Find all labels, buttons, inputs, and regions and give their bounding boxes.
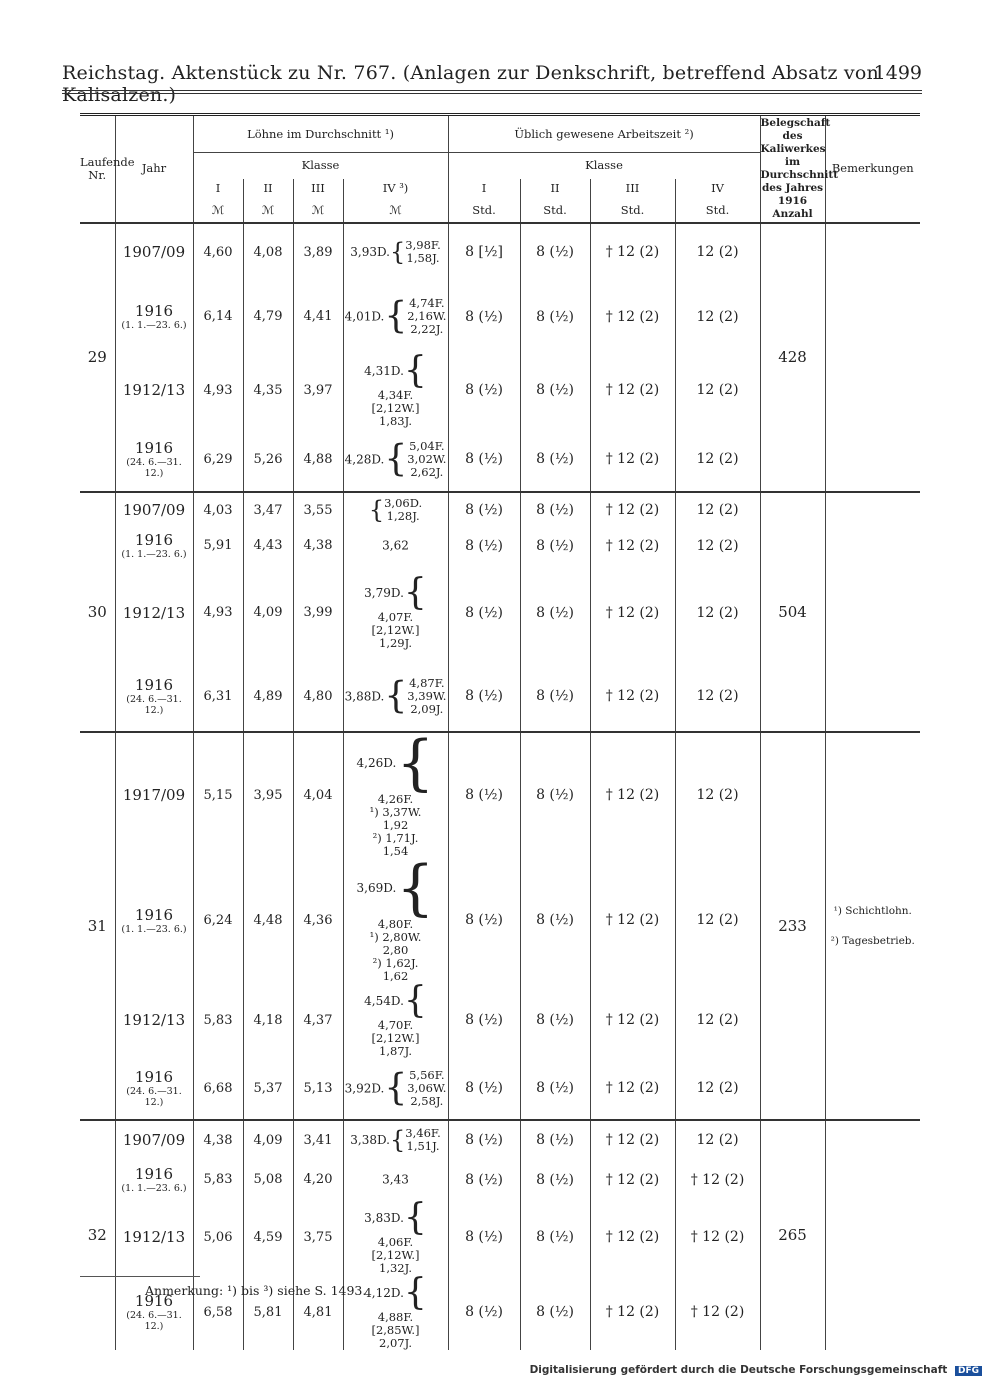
hours-class-1: 8 (½) [448,564,520,662]
year-cell [115,662,193,732]
hours-class-1: 8 (½) [448,1058,520,1120]
brace-icon: { [384,438,408,479]
wage-class-2: 5,37 [243,1058,293,1120]
wage-class-4-detail: ¹) 3,37W. [369,804,422,819]
year-cell [115,1200,193,1275]
hours-class-4: † 12 (2) [675,1200,760,1275]
page-title: Reichstag. Aktenstück zu Nr. 767. (Anlagen zur Denkschrift, betreffend Absatz von Kalisalzen.) [62,62,879,106]
year-label: 1916 [134,1292,174,1310]
time-class-label-II: II [520,179,590,199]
wage-class-4-detail: 2,62J. [410,464,444,479]
remarks-cell [825,732,920,1120]
year-label: 1916 [134,531,174,549]
hours-class-1: 8 (½) [448,353,520,428]
wage-class-4-detail: [2,12W.] [371,1247,420,1262]
row-number: 29 [80,223,115,492]
hours-class-3: † 12 (2) [590,564,675,662]
hours-class-1: 8 (½) [448,1275,520,1350]
wage-class-4-main: 3,43 [382,1172,409,1187]
wage-class-3: 4,80 [293,662,343,732]
hours-class-3: † 12 (2) [590,1200,675,1275]
wage-class-2: 4,35 [243,353,293,428]
wage-class-4-detail: 1,54 [382,843,409,858]
wage-class-2: 4,18 [243,983,293,1058]
hours-class-3: † 12 (2) [590,492,675,528]
wage-class-1: 5,83 [193,1160,243,1200]
time-class-label-III: III [590,179,675,199]
hours-class-3: † 12 (2) [590,662,675,732]
year-period: (24. 6.—31. 12.) [126,1310,182,1332]
year-label: 1916 [134,302,174,320]
brace-icon: { [384,295,408,337]
hours-class-1: 8 (½) [448,1160,520,1200]
wage-class-4 [343,727,448,858]
hours-class-1: 8 (½) [448,732,520,858]
wage-class-4-detail: ¹) 2,80W. [369,929,422,944]
brace-icon: { [403,572,427,613]
wage-class-4 [343,1196,448,1275]
year-period: (1. 1.—23. 6.) [121,549,187,560]
row-number: 32 [80,1120,115,1350]
year-cell [115,492,193,528]
wage-class-2: 4,89 [243,662,293,732]
hours-class-2: 8 (½) [520,1120,590,1160]
year-label: 1907/09 [122,243,186,261]
wage-class-4 [343,852,448,983]
year-cell [115,528,193,564]
hours-class-2: 8 (½) [520,1160,590,1200]
wage-class-1: 6,24 [193,858,243,983]
col-header-nr: Laufende Nr. [80,115,115,223]
wage-class-4 [343,979,448,1058]
wage-class-4 [343,1160,448,1200]
class-label-I: I [193,179,243,199]
hours-class-2: 8 (½) [520,732,590,858]
hours-class-4: 12 (2) [675,492,760,528]
wage-class-4 [343,662,448,732]
hours-class-1: 8 (½) [448,528,520,564]
wage-class-4-detail: 5,04F. [409,438,445,453]
wage-class-4-detail: [2,12W.] [371,1030,420,1045]
wage-class-1: 6,68 [193,1058,243,1120]
year-cell [115,353,193,428]
hours-class-2: 8 (½) [520,492,590,528]
unit-mark: ℳ [343,199,448,223]
year-period: (24. 6.—31. 12.) [126,694,182,716]
wage-class-2: 5,08 [243,1160,293,1200]
year-period: (24. 6.—31. 12.) [126,1086,182,1108]
wage-class-3: 4,41 [293,281,343,353]
remarks-cell [825,223,920,492]
hours-class-3: † 12 (2) [590,858,675,983]
wage-class-4-detail: 3,46F. [405,1126,441,1140]
table-header [80,115,920,223]
wage-class-1: 5,06 [193,1200,243,1275]
wage-class-3: 4,36 [293,858,343,983]
wage-class-2: 5,81 [243,1275,293,1350]
remark-note: ¹) Schichtlohn. [833,904,912,917]
wage-class-4-detail: 1,51J. [406,1139,440,1153]
year-cell [115,1058,193,1120]
brace-icon: { [403,349,427,391]
wage-class-4-detail: 4,34F. [377,387,414,402]
brace-icon: { [403,1196,427,1238]
wage-class-3: 3,97 [293,353,343,428]
wage-class-4-detail: 3,02W. [407,451,447,466]
wage-class-4-detail: 3,39W. [407,688,447,703]
dfg-logo: DFG [955,1366,982,1376]
hours-class-2: 8 (½) [520,662,590,732]
remarks-cell [825,1120,920,1350]
wage-class-4 [343,223,448,281]
unit-mark: ℳ [243,199,293,223]
hours-class-3: † 12 (2) [590,732,675,858]
belegschaft-count: 504 [760,492,825,732]
wage-class-4-detail: 2,07J. [379,1335,412,1350]
wage-class-4 [343,564,448,662]
wage-class-1: 4,38 [193,1120,243,1160]
year-cell [115,223,193,281]
wage-class-4-detail: 3,98F. [405,238,441,252]
year-cell [115,428,193,492]
hours-class-1: 8 (½) [448,858,520,983]
year-label: 1907/09 [122,501,186,519]
wage-class-3: 4,04 [293,732,343,858]
hours-class-1: 8 [½] [448,223,520,281]
wage-class-4 [343,281,448,353]
footnote: Anmerkung: ¹) bis ³) siehe S. 1493. [145,1283,367,1298]
wage-class-3: 4,20 [293,1160,343,1200]
class-label-IV: IV ³) [343,179,448,199]
wage-class-4-detail: 1,83J. [379,413,412,428]
hours-class-1: 8 (½) [448,983,520,1058]
wage-class-1: 5,15 [193,732,243,858]
year-cell [115,1160,193,1200]
wage-class-4-detail: 1,32J. [379,1260,412,1275]
hours-class-2: 8 (½) [520,1200,590,1275]
hours-class-4: 12 (2) [675,528,760,564]
wage-class-4-detail: [2,12W.] [371,623,420,637]
hours-class-4: 12 (2) [675,732,760,858]
year-label: 1912/13 [122,1011,186,1029]
wage-class-4-detail: 1,92 [382,817,409,832]
wage-class-2: 4,79 [243,281,293,353]
hours-class-3: † 12 (2) [590,1160,675,1200]
wage-class-4-main: 3,79D. [364,586,404,600]
hours-class-2: 8 (½) [520,564,590,662]
wage-class-3: 3,55 [293,492,343,528]
year-cell [115,983,193,1058]
unit-mark: ℳ [193,199,243,223]
brace-icon: { [368,496,385,524]
year-cell [115,564,193,662]
year-cell [115,858,193,983]
wage-class-4-main: 3,92D. [344,1081,385,1095]
wage-class-4-detail: 4,06F. [377,1234,414,1249]
hours-class-3: † 12 (2) [590,1275,675,1350]
wage-class-1: 4,93 [193,353,243,428]
wage-class-4-detail: 2,09J. [410,701,444,716]
wage-class-4 [343,349,448,428]
wage-class-4-detail: 2,16W. [407,309,447,323]
brace-icon: { [384,675,408,716]
wage-class-4 [343,1058,448,1120]
wage-class-4-detail: 5,56F. [409,1067,445,1082]
year-label: 1916 [134,676,174,694]
hours-class-2: 8 (½) [520,1275,590,1350]
wage-class-4-detail: [2,12W.] [371,400,420,415]
wage-table [80,113,920,1350]
header-rule [62,90,922,91]
class-label-III: III [293,179,343,199]
year-period: (1. 1.—23. 6.) [121,1183,187,1194]
year-label: 1916 [134,905,174,924]
wage-class-4-detail: 2,58J. [410,1093,444,1108]
year-label: 1917/09 [122,786,186,804]
wage-class-3: 5,13 [293,1058,343,1120]
wage-class-1: 4,03 [193,492,243,528]
unit-std: Std. [448,199,520,223]
wage-class-4-detail: 4,74F. [409,296,445,310]
wage-class-2: 4,48 [243,858,293,983]
wage-class-4-detail: 4,80F. [377,916,414,931]
year-label: 1912/13 [122,381,186,399]
wage-class-4-detail: [2,85W.] [371,1322,420,1337]
wage-class-2: 4,59 [243,1200,293,1275]
hours-class-3: † 12 (2) [590,223,675,281]
brace-icon: { [396,727,435,798]
wage-class-1: 4,60 [193,223,243,281]
hours-class-4: † 12 (2) [675,1160,760,1200]
unit-std: Std. [675,199,760,223]
class-label-II: II [243,179,293,199]
wage-class-4-detail: 3,06W. [407,1080,447,1095]
wage-class-4-main: 4,28D. [344,452,385,466]
hours-class-4: † 12 (2) [675,1275,760,1350]
hours-class-2: 8 (½) [520,983,590,1058]
wage-class-4-detail: 1,29J. [379,636,412,650]
wage-class-1: 6,58 [193,1275,243,1350]
hours-class-4: 12 (2) [675,564,760,662]
table-body [80,223,920,1350]
hours-class-4: 12 (2) [675,983,760,1058]
hours-class-2: 8 (½) [520,1058,590,1120]
wage-class-4-main: 4,31D. [364,363,404,378]
wage-class-1: 4,93 [193,564,243,662]
wage-class-1: 6,31 [193,662,243,732]
brace-icon: { [390,1126,406,1154]
hours-class-4: 12 (2) [675,428,760,492]
brace-icon: { [396,852,435,923]
wage-class-4-detail: 1,28J. [386,509,420,523]
remark-note: ²) Tagesbetrieb. [830,934,915,947]
wage-class-2: 4,43 [243,528,293,564]
wage-class-4-detail: 4,88F. [377,1309,414,1324]
hours-class-3: † 12 (2) [590,281,675,353]
credit-text: Digitalisierung gefördert durch die Deutsche Forschungsgemeinschaft [529,1364,948,1376]
wage-class-3: 3,99 [293,564,343,662]
wage-class-1: 5,91 [193,528,243,564]
hours-class-1: 8 (½) [448,492,520,528]
col-header-bemerkungen: Bemerkungen [825,115,920,223]
hours-class-3: † 12 (2) [590,353,675,428]
hours-class-4: 12 (2) [675,1120,760,1160]
col-header-belegschaft: Belegschaft des Kaliwerkes im Durchschnitt des Jahres 1916 Anzahl [760,115,825,223]
wage-class-4-detail: ²) 1,71J. [372,830,419,845]
klasse-label-arbeitszeit: Klasse [448,153,760,179]
wage-class-4-main: 4,12D. [364,1285,404,1300]
year-label: 1907/09 [122,1131,186,1149]
table-row [80,732,920,858]
hours-class-2: 8 (½) [520,281,590,353]
wage-class-2: 3,95 [243,732,293,858]
page-number: 1499 [873,62,922,84]
wage-class-4-detail: 4,07F. [377,610,414,624]
wage-class-4-detail: 1,87J. [379,1043,412,1058]
wage-class-4-detail: 4,70F. [377,1017,414,1032]
hours-class-3: † 12 (2) [590,1120,675,1160]
wage-class-3: 3,41 [293,1120,343,1160]
unit-std: Std. [520,199,590,223]
year-label: 1912/13 [122,603,186,622]
wage-class-4-detail: 4,26F. [377,791,414,806]
year-period: (24. 6.—31. 12.) [126,457,182,479]
year-label: 1916 [134,1165,174,1183]
dfg-credit [530,1364,982,1376]
wage-class-4-detail: 2,22J. [410,322,444,336]
unit-std: Std. [590,199,675,223]
hours-class-1: 8 (½) [448,1200,520,1275]
wage-class-4-detail: 2,80 [382,942,409,957]
wage-class-4-main: 3,38D. [350,1133,390,1147]
time-class-label-I: I [448,179,520,199]
remarks-cell [825,492,920,732]
wage-class-4-main: 4,54D. [364,993,404,1008]
hours-class-4: 12 (2) [675,1058,760,1120]
belegschaft-count: 265 [760,1120,825,1350]
wage-class-4-main: 4,26D. [356,755,397,770]
hours-class-4: 12 (2) [675,353,760,428]
hours-class-2: 8 (½) [520,428,590,492]
year-period: (1. 1.—23. 6.) [121,923,187,935]
wage-class-1: 6,14 [193,281,243,353]
year-label: 1912/13 [122,1228,186,1246]
wage-class-4 [343,492,448,528]
wage-class-2: 4,08 [243,223,293,281]
wage-class-4-main: 3,93D. [350,245,390,259]
year-cell [115,1120,193,1160]
table-row [80,223,920,281]
page-header [62,58,922,106]
wage-class-4-main: 3,69D. [356,880,397,895]
wage-class-2: 3,47 [243,492,293,528]
hours-class-3: † 12 (2) [590,983,675,1058]
wage-class-4-main: 3,83D. [364,1210,404,1225]
group-header-arbeitszeit: Üblich gewesene Arbeitszeit ²) [448,115,760,153]
hours-class-4: 12 (2) [675,281,760,353]
wage-class-4-detail: 1,62 [382,968,409,983]
year-cell [115,281,193,353]
col-header-jahr: Jahr [115,115,193,223]
unit-mark: ℳ [293,199,343,223]
hours-class-2: 8 (½) [520,858,590,983]
hours-class-2: 8 (½) [520,353,590,428]
wage-class-3: 4,38 [293,528,343,564]
brace-icon: { [390,238,406,266]
hours-class-2: 8 (½) [520,223,590,281]
wage-class-4-detail: 4,87F. [409,675,445,690]
wage-class-4-detail: 1,58J. [406,251,440,265]
wage-class-4-main: 3,88D. [344,689,385,703]
year-period: (1. 1.—23. 6.) [121,320,187,331]
row-number: 30 [80,492,115,732]
wage-class-1: 6,29 [193,428,243,492]
header-rule-double [62,93,922,94]
hours-class-1: 8 (½) [448,428,520,492]
wage-class-4-main: 3,62 [382,538,409,553]
wage-class-4 [343,528,448,564]
wage-class-2: 4,09 [243,1120,293,1160]
hours-class-4: 12 (2) [675,223,760,281]
wage-class-4-detail: ²) 1,62J. [372,955,419,970]
hours-class-3: † 12 (2) [590,1058,675,1120]
hours-class-4: 12 (2) [675,858,760,983]
belegschaft-count: 428 [760,223,825,492]
wage-class-3: 4,37 [293,983,343,1058]
wage-class-3: 4,88 [293,428,343,492]
hours-class-1: 8 (½) [448,1120,520,1160]
wage-class-1: 5,83 [193,983,243,1058]
wage-class-3: 3,89 [293,223,343,281]
footnote-rule [80,1276,200,1277]
belegschaft-count: 233 [760,732,825,1120]
table-row [80,1120,920,1160]
hours-class-2: 8 (½) [520,528,590,564]
row-number: 31 [80,732,115,1120]
brace-icon: { [403,1271,427,1313]
wage-class-4 [343,428,448,492]
hours-class-3: † 12 (2) [590,528,675,564]
hours-class-4: 12 (2) [675,662,760,732]
table-row [80,492,920,528]
wage-class-4-main: 4,01D. [344,309,385,324]
year-cell [115,732,193,858]
hours-class-1: 8 (½) [448,281,520,353]
brace-icon: { [384,1067,408,1108]
wage-class-3: 4,81 [293,1275,343,1350]
hours-class-1: 8 (½) [448,662,520,732]
hours-class-3: † 12 (2) [590,428,675,492]
wage-class-4 [343,1120,448,1160]
wage-class-4-detail: 3,06D. [384,496,423,510]
wage-class-2: 4,09 [243,564,293,662]
year-label: 1916 [134,1068,174,1086]
wage-class-2: 5,26 [243,428,293,492]
time-class-label-IV: IV [675,179,760,199]
year-label: 1916 [134,439,174,457]
brace-icon: { [403,979,427,1021]
wage-class-3: 3,75 [293,1200,343,1275]
klasse-label-loehne: Klasse [193,153,448,179]
group-header-loehne: Löhne im Durchschnitt ¹) [193,115,448,153]
